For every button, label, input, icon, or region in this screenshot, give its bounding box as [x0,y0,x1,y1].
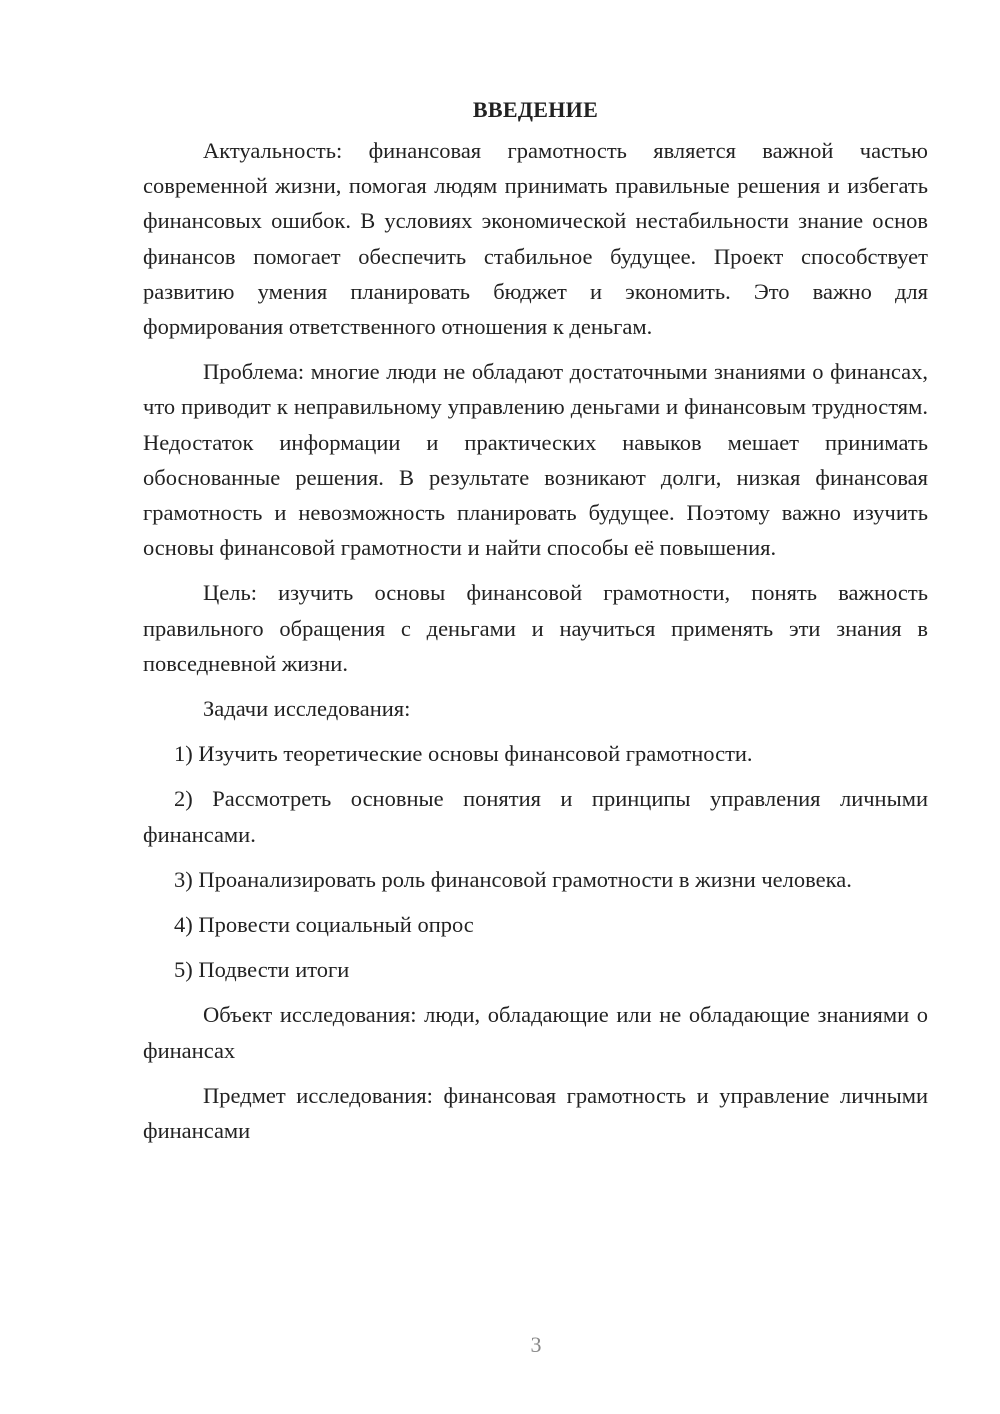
object-paragraph: Объект исследования: люди, обладающие или не обладающие знаниями о финансах [143,1002,928,1063]
tasks-heading: Задачи исследования: [203,696,411,722]
page-content [143,92,928,1158]
problem-paragraph: Проблема: многие люди не обладают достаточными знаниями о финансах, что приводит к неправильному управлению деньгами и финансовым трудностям. Недостаток информации и практических навыков мешает принимать обоснованные решения. В результате возникают долги, низкая финансовая грамотность и невозможность планировать будущее. Поэтому важно изучить основы финансовой грамотности и найти способы её повышения. [143,359,928,561]
subject-paragraph: Предмет исследования: финансовая грамотность и управление личными финансами [143,1082,928,1144]
section-heading: ВВЕДЕНИЕ [472,97,599,122]
task-item-3: 3) Проанализировать роль финансовой грамотности в жизни человека. [174,866,852,892]
task-item-1: 1) Изучить теоретические основы финансовой грамотности. [174,741,753,767]
task-item-2: 2) Рассмотреть основные понятия и принципы управления личными финансами. [143,786,928,847]
task-item-4: 4) Провести социальный опрос [174,912,474,938]
task-item-5: 5) Подвести итоги [174,957,350,983]
goal-paragraph: Цель: изучить основы финансовой грамотности, понять важность правильного обращения с деньгами и научиться применять эти знания в повседневной жизни. [143,580,928,676]
relevance-paragraph: Актуальность: финансовая грамотность является важной частью современной жизни, помогая людям принимать правильные решения и избегать финансовых ошибок. В условиях экономической нестабильности знание основ финансов помогает обеспечить стабильное будущее. Проект способствует развитию умения планировать бюджет и экономить. Это важно для формирования ответственного отношения к деньгам. [143,138,928,340]
page-number: 3 [530,1332,542,1357]
